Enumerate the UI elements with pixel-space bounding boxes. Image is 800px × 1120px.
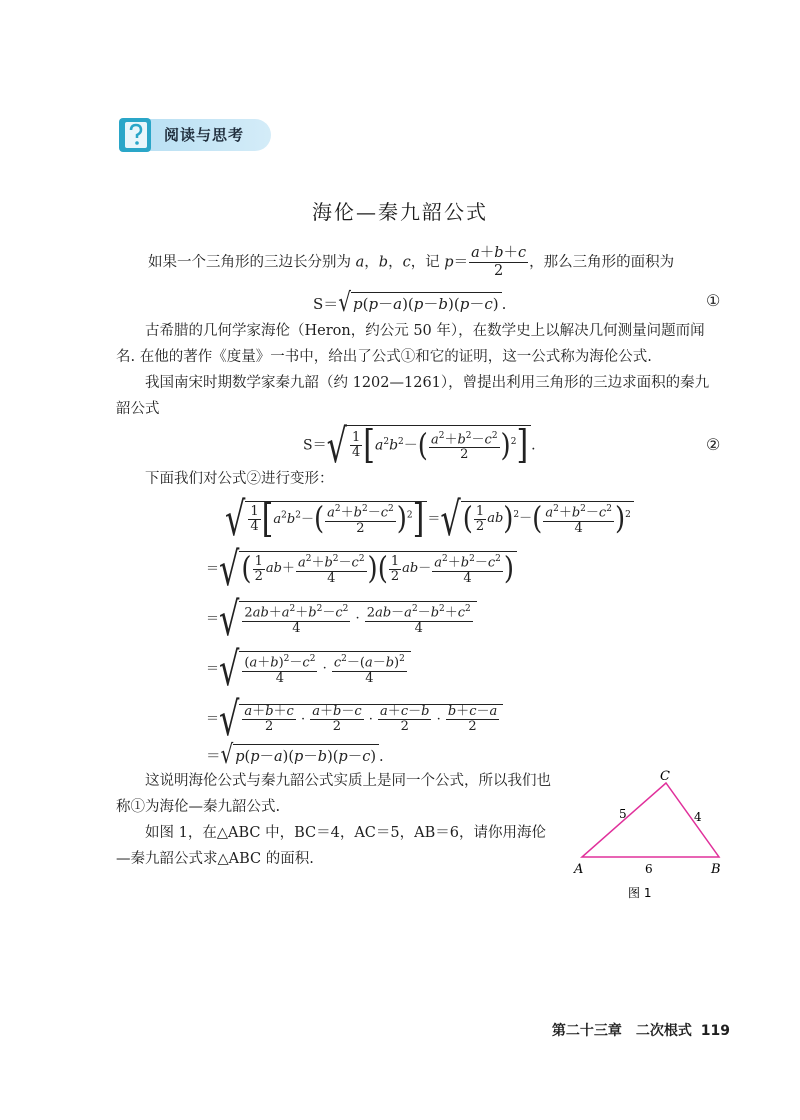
vertex-c-label: C bbox=[660, 769, 670, 784]
page-title: 海伦—秦九韶公式 bbox=[312, 200, 488, 224]
derivation-step-6: ＝√ p(p－a)(p－b)(p－c) . bbox=[206, 738, 384, 770]
chapter-title: 第二十三章 二次根式 bbox=[551, 1023, 692, 1039]
triangle-figure bbox=[565, 765, 735, 905]
equation-number-1: ① bbox=[706, 291, 721, 310]
vertex-a-label: A bbox=[574, 862, 584, 877]
page-number: 119 bbox=[700, 1023, 730, 1039]
section-banner bbox=[116, 115, 271, 155]
banner-label: 阅读与思考 bbox=[164, 126, 245, 144]
equation-heron: S＝√ p(p－a)(p－b)(p－c) . bbox=[313, 286, 507, 318]
derivation-step-2: ＝√( $\frac{1}{2}$ ab＋ $\frac{a^2+b^2-c^2}{4}$ )( $\frac{1}{2}$ ab－ $\frac{a^2+b^2-c^2}{4}$ ) bbox=[206, 550, 517, 588]
paragraph-transform: 下面我们对公式②进行变形： bbox=[145, 471, 334, 487]
side-bc-label: 4 bbox=[694, 810, 702, 824]
side-ac-label: 5 bbox=[619, 807, 627, 821]
figure-caption: 图 1 bbox=[628, 886, 652, 900]
question-book-icon bbox=[116, 115, 156, 155]
paragraph-intro: 如果一个三角形的三边长分别为 a，b，c，记 p＝ $\frac{a+b+c}{2}$ ，那么三角形的面积为 bbox=[148, 245, 675, 279]
equation-number-2: ② bbox=[706, 435, 721, 454]
paragraph-conclusion: 这说明海伦公式与秦九韶公式实质上是同一个公式，所以我们也称①为海伦—秦九韶公式. bbox=[116, 773, 551, 815]
equation-qin: S＝√ $\frac{1}{4}$ [$a^2b^2-$( $\frac{a^2+b^2-c^2}{2}$ )$^2$] . bbox=[303, 417, 536, 474]
paragraph-exercise: 如图 1，在△ABC 中，BC＝4，AC＝5，AB＝6，请你用海伦—秦九韶公式求△ABC 的面积. bbox=[116, 825, 546, 867]
derivation-step-3: ＝√ $\frac{2ab+a^2+b^2-c^2}{4}$ · $\frac{2ab-a^2-b^2+c^2}{4}$ bbox=[206, 600, 477, 638]
vertex-b-label: B bbox=[711, 862, 721, 877]
paragraph-heron: 古希腊的几何学家海伦（Heron，约公元 50 年），在数学史上以解决几何测量问题而闻名. 在他的著作《度量》一书中，给出了公式①和它的证明，这一公式称为海伦公式. bbox=[116, 323, 705, 365]
derivation-step-5: ＝√ $\frac{a+b+c}{2}$ · $\frac{a+b-c}{2}$ · $\frac{a+c-b}{2}$ · $\frac{b+c-a}{2}$ bbox=[206, 700, 503, 738]
paragraph-qin: 我国南宋时期数学家秦九韶（约 1202—1261），曾提出利用三角形的三边求面积的秦九韶公式 bbox=[116, 375, 710, 417]
derivation-step-4: ＝√ $\frac{(a+b)^2-c^2}{4}$ · $\frac{c^2-(a-b)^2}{4}$ bbox=[206, 650, 411, 688]
derivation-step-1: √ $\frac{1}{4}$ [$a^2b^2-$( $\frac{a^2+b^2-c^2}{2}$ )$^2$] ＝√( $\frac{1}{2}$ ab)$^2$－( $\frac{a^2+b^2-c^2}{4}$ )$^2$ bbox=[225, 500, 634, 538]
side-ab-label: 6 bbox=[645, 862, 653, 876]
page-footer bbox=[552, 1020, 730, 1040]
